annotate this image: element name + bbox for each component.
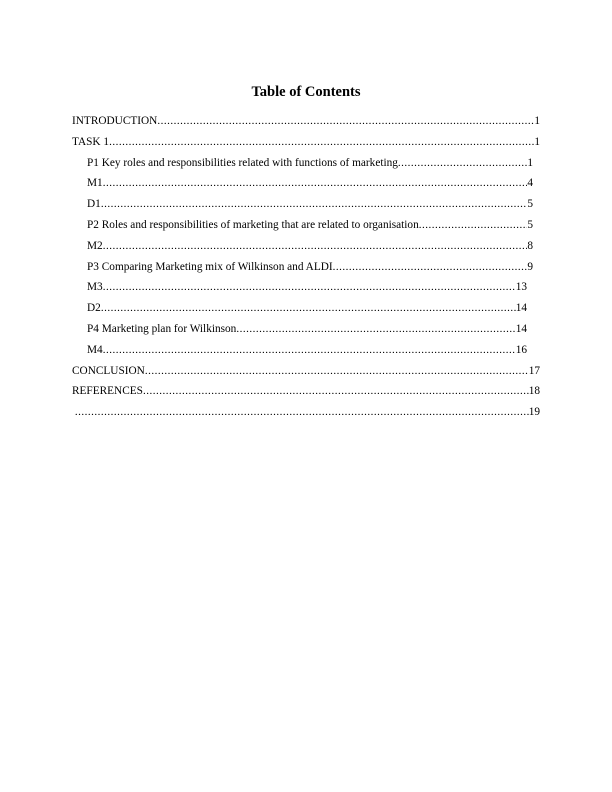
toc-entry-page-number: 13 xyxy=(515,281,527,294)
toc-entry-page-number: 19 xyxy=(528,406,540,419)
toc-entry-d2[interactable] xyxy=(0,301,612,322)
toc-entry-page-number: 1 xyxy=(527,156,533,169)
toc-entry-page-number: 8 xyxy=(527,239,533,252)
toc-entry-p1[interactable] xyxy=(0,156,612,177)
toc-entry-label: M1 xyxy=(87,177,103,190)
toc-dot-leader xyxy=(103,176,528,190)
toc-entry-label: M4 xyxy=(87,343,103,356)
toc-entry-page-number: 9 xyxy=(527,260,533,273)
toc-entry-label: D2 xyxy=(87,302,101,315)
toc-entry-introduction[interactable] xyxy=(0,114,612,135)
toc-entry-label: D1 xyxy=(87,198,101,211)
toc-entry-page-number: 1 xyxy=(534,115,540,127)
toc-entry-page-number: 14 xyxy=(515,322,527,335)
toc-entry-page-number: 17 xyxy=(528,364,540,377)
toc-entry-p2[interactable] xyxy=(0,218,612,239)
toc-entry-p4[interactable] xyxy=(0,322,612,343)
toc-entry-label: P1 Key roles and responsibilities related with functions of marketing xyxy=(87,156,398,169)
toc-entry-label: M3 xyxy=(87,281,103,294)
toc-entry-task-1[interactable] xyxy=(0,135,612,156)
toc-entry-label: P4 Marketing plan for Wilkinson xyxy=(87,322,237,335)
toc-entry-unlabeled[interactable] xyxy=(0,405,612,426)
toc-entry-page-number: 5 xyxy=(527,218,533,231)
toc-entry-label: REFERENCES xyxy=(72,385,143,398)
toc-entry-page-number: 14 xyxy=(515,302,527,315)
toc-entry-conclusion[interactable] xyxy=(0,364,612,385)
toc-entry-d1[interactable] xyxy=(0,197,612,218)
toc-dot-leader xyxy=(236,322,515,336)
toc-dot-leader xyxy=(101,197,528,211)
toc-entry-page-number: 5 xyxy=(527,198,533,211)
toc-entry-m1[interactable] xyxy=(0,176,612,197)
toc-entry-m3[interactable] xyxy=(0,280,612,301)
toc-entry-label: P2 Roles and responsibilities of marketing that are related to organisation xyxy=(87,218,419,231)
toc-entry-m4[interactable] xyxy=(0,343,612,364)
toc-entry-page-number: 18 xyxy=(528,385,540,398)
toc-entry-label: M2 xyxy=(87,239,103,252)
toc-dot-leader xyxy=(103,343,516,357)
toc-dot-leader xyxy=(419,218,528,232)
toc-entry-references[interactable] xyxy=(0,384,612,405)
toc-entry-label: CONCLUSION xyxy=(72,364,145,377)
toc-dot-leader xyxy=(103,239,528,253)
toc-dot-leader xyxy=(75,405,529,419)
toc-entry-m2[interactable] xyxy=(0,239,612,260)
toc-dot-leader xyxy=(143,384,529,398)
toc-entry-label: P3 Comparing Marketing mix of Wilkinson and ALDI xyxy=(87,260,333,273)
toc-dot-leader xyxy=(109,135,534,149)
toc-entry-page-number: 4 xyxy=(527,177,533,190)
toc-entry-page-number: 1 xyxy=(534,135,540,148)
toc-dot-leader xyxy=(145,364,529,378)
toc-dot-leader xyxy=(101,301,516,315)
toc-dot-leader xyxy=(398,156,527,170)
toc-entry-p3[interactable] xyxy=(0,260,612,281)
toc-dot-leader xyxy=(103,280,516,294)
toc-entry-label: TASK 1 xyxy=(72,135,110,148)
toc-title: Table of Contents xyxy=(251,84,361,100)
toc-dot-leader xyxy=(157,114,534,128)
toc-list xyxy=(0,114,612,426)
toc-dot-leader xyxy=(333,260,528,274)
toc-entry-page-number: 16 xyxy=(515,343,527,356)
toc-entry-label: INTRODUCTION xyxy=(72,115,158,127)
